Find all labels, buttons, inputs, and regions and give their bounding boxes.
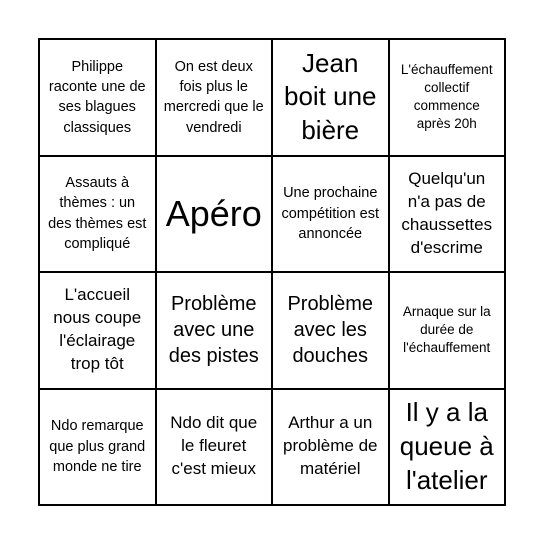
bingo-board (38, 38, 506, 506)
cell-text: Arthur a un problème de matériel (282, 413, 378, 479)
bingo-cell-r2c3[interactable] (272, 156, 389, 273)
cell-text: On est deux fois plus le mercredi que le vendredi (163, 58, 264, 136)
bingo-cell-r3c1[interactable] (39, 272, 156, 389)
bingo-cell-r4c3[interactable] (272, 389, 389, 506)
bingo-cell-r1c3[interactable] (272, 39, 389, 156)
cell-text: Arnaque sur la durée de l'échauffement (402, 303, 491, 356)
bingo-cell-r1c4[interactable] (389, 39, 506, 156)
bingo-cell-r3c2[interactable] (156, 272, 273, 389)
cell-text: Ndo remarque que plus grand monde ne tire (49, 418, 146, 475)
bingo-cell-r1c1[interactable] (39, 39, 156, 156)
bingo-cell-r2c1[interactable] (39, 156, 156, 273)
cell-text: Problème avec une des pistes (168, 292, 259, 368)
bingo-cell-r3c4[interactable] (389, 272, 506, 389)
bingo-cell-r3c3[interactable] (272, 272, 389, 389)
cell-text: Jean boit une bière (283, 47, 377, 146)
cell-text: Une prochaine compétition est annoncée (281, 185, 380, 242)
cell-text: Apéro (165, 193, 262, 235)
cell-text: Problème avec les douches (287, 292, 374, 368)
cell-text: Philippe raconte une de ses blagues classiques (48, 58, 146, 136)
cell-text: Ndo dit que le fleuret c'est mieux (170, 413, 258, 479)
cell-text: Il y a la queue à l'atelier (399, 397, 494, 495)
bingo-cell-r2c2[interactable] (156, 156, 273, 273)
cell-text: L'accueil nous coupe l'éclairage trop tôt (53, 285, 142, 374)
cell-text: Assauts à thèmes : un des thèmes est compliqué (48, 175, 147, 253)
bingo-cell-r4c1[interactable] (39, 389, 156, 506)
bingo-cell-r4c2[interactable] (156, 389, 273, 506)
bingo-cell-r2c4[interactable] (389, 156, 506, 273)
cell-text: Quelqu'un n'a pas de chaussettes d'escrime (401, 168, 493, 257)
bingo-cell-r1c2[interactable] (156, 39, 273, 156)
bingo-cell-r4c4[interactable] (389, 389, 506, 506)
cell-text: L'échauffement collectif commence après 20h (400, 61, 493, 132)
